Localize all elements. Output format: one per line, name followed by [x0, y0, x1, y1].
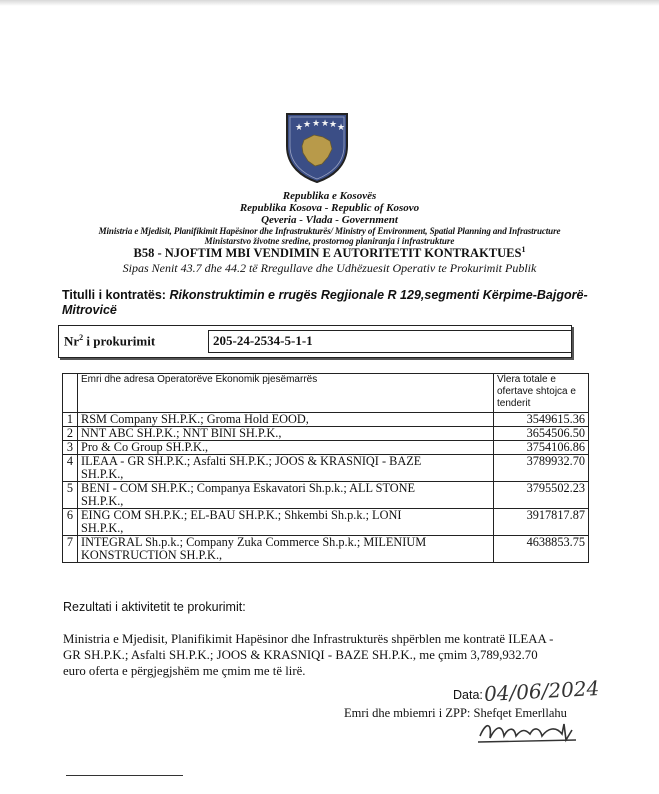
zpp-name: Emri dhe mbiemri i ZPP: Shefqet Emerllahu [344, 706, 567, 720]
row-operators: NNT ABC SH.P.K.; NNT BINI SH.P.K., [78, 427, 494, 441]
row-number: 5 [63, 482, 78, 509]
handwritten-date: 04/06/2024 [483, 675, 600, 707]
contract-title-value: Rikonstruktimin e rrugës Regjionale R 129,segmenti Kërpime-Bajgorë- [169, 288, 588, 302]
header-republic-sq: Republika e Kosovës [282, 190, 377, 202]
result-label: Rezultati i aktivitetit te prokurimit: [63, 600, 246, 614]
row-value: 3549615.36 [494, 413, 589, 427]
row-operators: EING COM SH.P.K.; EL-BAU SH.P.K.; Shkembi Sh.p.k.; LONI SH.P.K., [78, 509, 494, 536]
svg-text:★: ★ [295, 123, 304, 133]
offers-table [62, 373, 589, 563]
header-ministry-sr: Ministarstvo životne sredine, prostornog planiranja i infrastrukture [204, 236, 455, 246]
row-operators: RSM Company SH.P.K.; Groma Hold EOOD, [78, 413, 494, 427]
header-ministry: Ministria e Mjedisit, Planifikimit Hapësinor dhe Infrastrukturës/ Ministry of Environment, Spatial Planning and Infrastructure [98, 226, 561, 236]
table-row [63, 441, 589, 455]
footnote-separator [66, 775, 183, 776]
row-number: 7 [63, 536, 78, 563]
table-row [63, 536, 589, 563]
document-title: B58 - NJOFTIM MBI VENDIMIN E AUTORITETIT KONTRAKTUES$^1$ [133, 245, 526, 261]
table-row [63, 482, 589, 509]
kosovo-emblem-icon [284, 110, 350, 184]
row-number: 2 [63, 427, 78, 441]
header-republic-multi: Republika Kosova - Republic of Kosovo [239, 202, 420, 214]
table-row [63, 427, 589, 441]
row-operators: ILEAA - GR SH.P.K.; Asfalti SH.P.K.; JOOS & KRASNIQI - BAZE SH.P.K., [78, 455, 494, 482]
procurement-number-box [58, 325, 572, 358]
svg-text:★: ★ [337, 123, 346, 133]
svg-text:★: ★ [321, 119, 330, 129]
scan-edge [0, 0, 659, 6]
row-operators: Pro & Co Group SH.P.K., [78, 441, 494, 455]
row-number: 4 [63, 455, 78, 482]
row-number: 6 [63, 509, 78, 536]
row-number: 1 [63, 413, 78, 427]
row-value: 3789932.70 [494, 455, 589, 482]
signature-icon [476, 716, 586, 746]
row-value: 4638853.75 [494, 536, 589, 563]
header-operators-cell: Emri dhe adresa Operatorëve Ekonomik pjesëmarrës [78, 374, 494, 413]
contract-title-value-cont: Mitrovicë [62, 303, 117, 317]
procurement-number-label: Nr$^2$ i prokurimit [64, 333, 156, 349]
row-operators: INTEGRAL Sh.p.k.; Company Zuka Commerce Sh.p.k.; MILENIUM KONSTRUCTION SH.P.K., [78, 536, 494, 563]
table-row [63, 413, 589, 427]
contract-title: Titulli i kontratës: Rikonstruktimin e rrugës Regjionale R 129,segmenti Kërpime-Bajgorë- Mitrovicë [62, 288, 588, 317]
svg-text:★: ★ [329, 120, 338, 130]
procurement-number-field [208, 330, 572, 353]
row-operators: BENI - COM SH.P.K.; Companya Eskavatori Sh.p.k.; ALL STONE SH.P.K., [78, 482, 494, 509]
row-value: 3754106.86 [494, 441, 589, 455]
row-value: 3654506.50 [494, 427, 589, 441]
table-row [63, 509, 589, 536]
svg-text:★: ★ [303, 120, 312, 130]
date-label: Data: [453, 688, 483, 702]
header-number-cell [63, 374, 78, 413]
result-paragraph: Ministria e Mjedisit, Planifikimit Hapësinor dhe Infrastrukturës shpërblen me kontratë ILEAA - GR SH.P.K.; Asfalti SH.P.K.; JOOS & KRASNIQI - BAZE SH.P.K., me çmim 3,789,932.70 euro oferta e përgjegjshëm me çmim me të lirë. [63, 632, 554, 678]
header-government: Qeveria - Vlada - Government [261, 214, 398, 226]
row-value: 3795502.23 [494, 482, 589, 509]
table-header-row [63, 374, 589, 413]
document-subtitle: Sipas Nenit 43.7 dhe 44.2 të Rregullave dhe Udhëzuesit Operativ te Prokurimit Publik [122, 261, 537, 275]
header-value-cell: Vlera totale e ofertave shtojca e tenderit [494, 374, 589, 413]
table-row [63, 455, 589, 482]
procurement-number-value: 205-24-2534-5-1-1 [213, 333, 313, 348]
svg-text:★: ★ [312, 119, 321, 129]
row-number: 3 [63, 441, 78, 455]
row-value: 3917817.87 [494, 509, 589, 536]
